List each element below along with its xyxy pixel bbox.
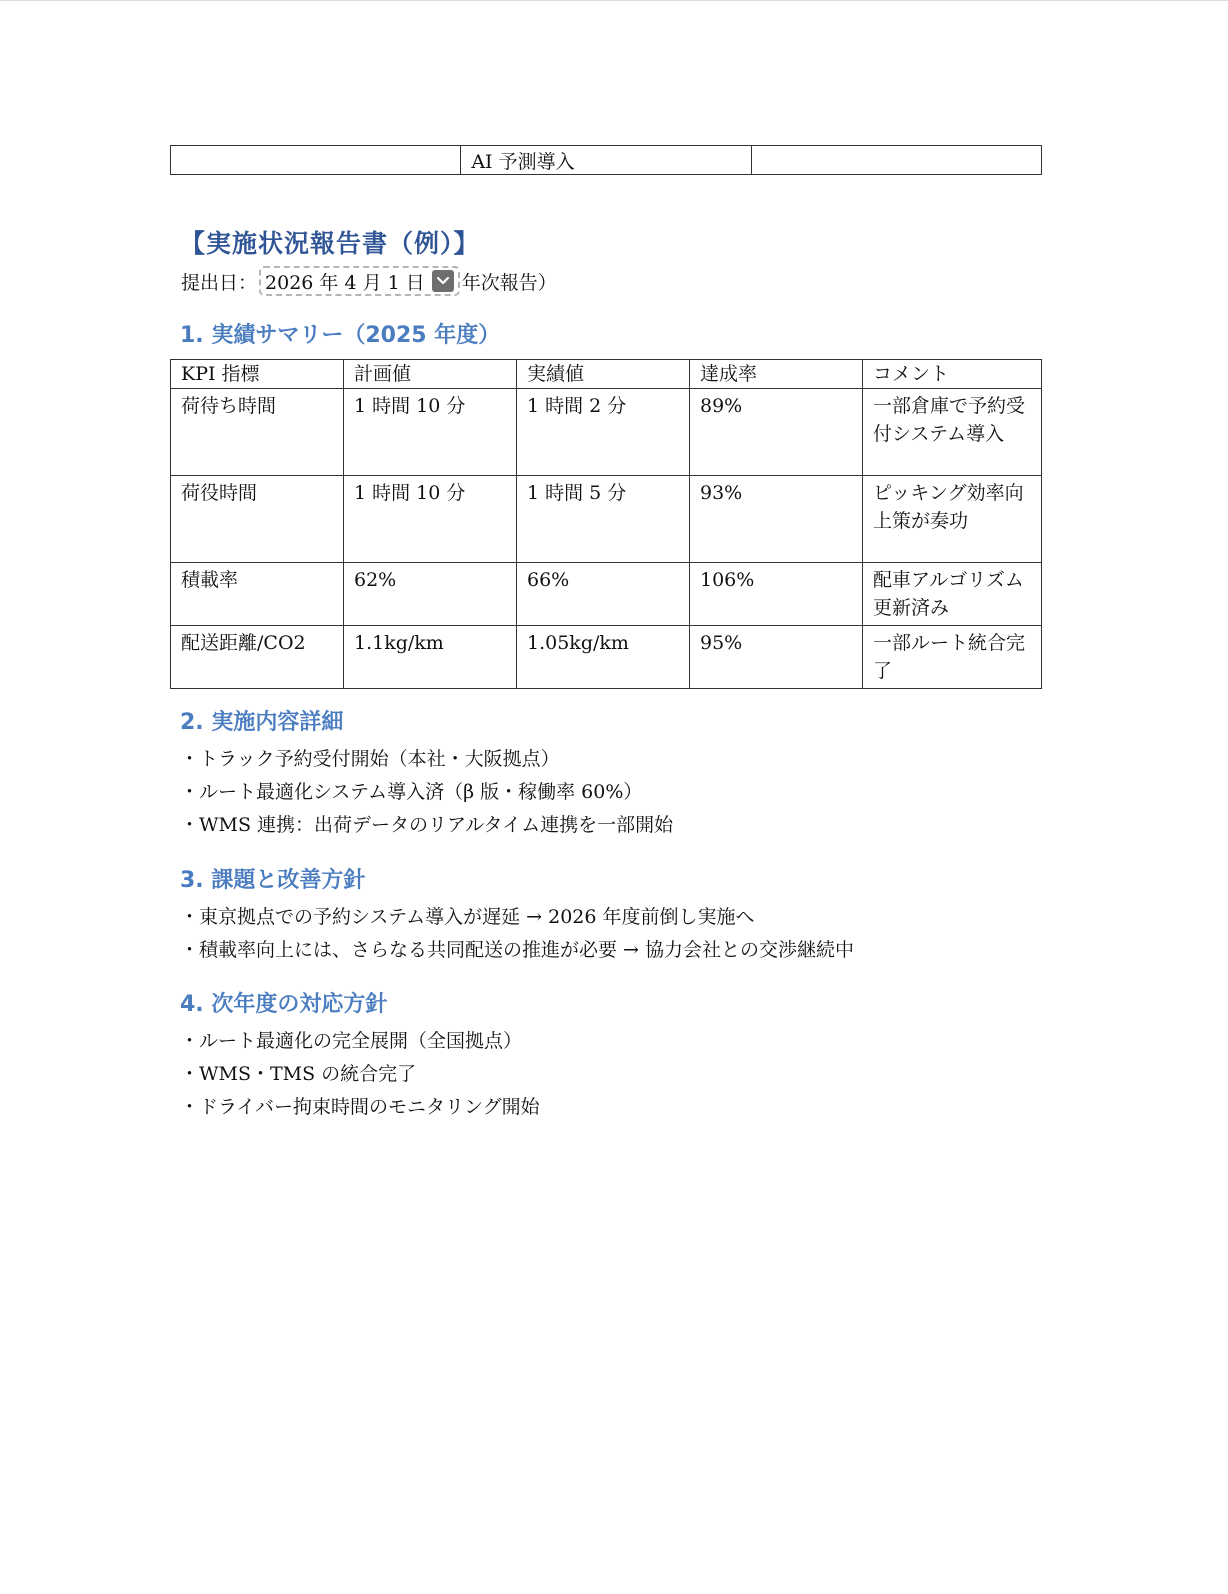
- table-cell: [171, 146, 461, 175]
- table-cell: 1.05kg/km: [517, 626, 690, 689]
- section-heading-issues: 3. 課題と改善方針: [180, 868, 366, 893]
- submission-date-label: 提出日：: [181, 271, 258, 294]
- table-cell: 62%: [344, 563, 517, 626]
- table-cell: 1 時間 10 分: [344, 389, 517, 476]
- date-value: 2026 年 4 月 1 日: [265, 271, 425, 294]
- column-header: KPI 指標: [171, 360, 344, 389]
- table-cell: 1 時間 2 分: [517, 389, 690, 476]
- list-item: ・WMS 連携：出荷データのリアルタイム連携を一部開始: [180, 814, 674, 836]
- submission-date-line: [181, 266, 557, 296]
- list-item: ・ルート最適化システム導入済（β 版・稼働率 60%）: [180, 781, 643, 803]
- date-picker-field[interactable]: [259, 266, 460, 296]
- table-cell: 荷待ち時間: [171, 389, 344, 476]
- page-top-border: [0, 0, 1228, 1]
- report-type-suffix: 年次報告）: [461, 271, 557, 294]
- table-cell: AI 予測導入: [461, 146, 751, 175]
- table-cell: 配車アルゴリズム更新済み: [863, 563, 1042, 626]
- column-header: 実績値: [517, 360, 690, 389]
- section-heading-next-year: 4. 次年度の対応方針: [180, 992, 388, 1017]
- list-item: ・積載率向上には、さらなる共同配送の推進が必要 → 協力会社との交渉継続中: [180, 939, 855, 961]
- chevron-down-icon[interactable]: [432, 270, 454, 292]
- table-cell: 93%: [690, 476, 863, 563]
- table-cell: [751, 146, 1041, 175]
- table-header-row: [171, 360, 1042, 389]
- table-cell: 1 時間 5 分: [517, 476, 690, 563]
- table-cell: 積載率: [171, 563, 344, 626]
- table-row: [171, 476, 1042, 563]
- table-cell: 1 時間 10 分: [344, 476, 517, 563]
- document-title: 【実施状況報告書（例）】: [180, 229, 480, 258]
- table-cell: 66%: [517, 563, 690, 626]
- table-row: [171, 146, 1042, 175]
- section-heading-summary: 1. 実績サマリー（2025 年度）: [180, 323, 501, 348]
- table-cell: 荷役時間: [171, 476, 344, 563]
- table-cell: 配送距離/CO2: [171, 626, 344, 689]
- column-header: 達成率: [690, 360, 863, 389]
- table-row: [171, 389, 1042, 476]
- issues-list: [180, 901, 854, 967]
- table-cell: 一部倉庫で予約受付システム導入: [863, 389, 1042, 476]
- kpi-table: [170, 359, 1042, 689]
- list-item: ・トラック予約受付開始（本社・大阪拠点）: [180, 748, 560, 770]
- top-table-fragment: [170, 145, 1042, 175]
- table-cell: 95%: [690, 626, 863, 689]
- table-cell: 89%: [690, 389, 863, 476]
- details-list: [180, 743, 673, 842]
- next-year-list: [180, 1025, 540, 1124]
- list-item: ・東京拠点での予約システム導入が遅延 → 2026 年度前倒し実施へ: [180, 906, 755, 928]
- table-cell: 1.1kg/km: [344, 626, 517, 689]
- column-header: コメント: [863, 360, 1042, 389]
- column-header: 計画値: [344, 360, 517, 389]
- table-cell: ピッキング効率向上策が奏功: [863, 476, 1042, 563]
- table-cell: 一部ルート統合完了: [863, 626, 1042, 689]
- list-item: ・ドライバー拘束時間のモニタリング開始: [180, 1096, 540, 1118]
- list-item: ・WMS・TMS の統合完了: [180, 1063, 417, 1085]
- list-item: ・ルート最適化の完全展開（全国拠点）: [180, 1030, 523, 1052]
- table-cell: 106%: [690, 563, 863, 626]
- table-row: [171, 563, 1042, 626]
- table-row: [171, 626, 1042, 689]
- section-heading-details: 2. 実施内容詳細: [180, 710, 344, 735]
